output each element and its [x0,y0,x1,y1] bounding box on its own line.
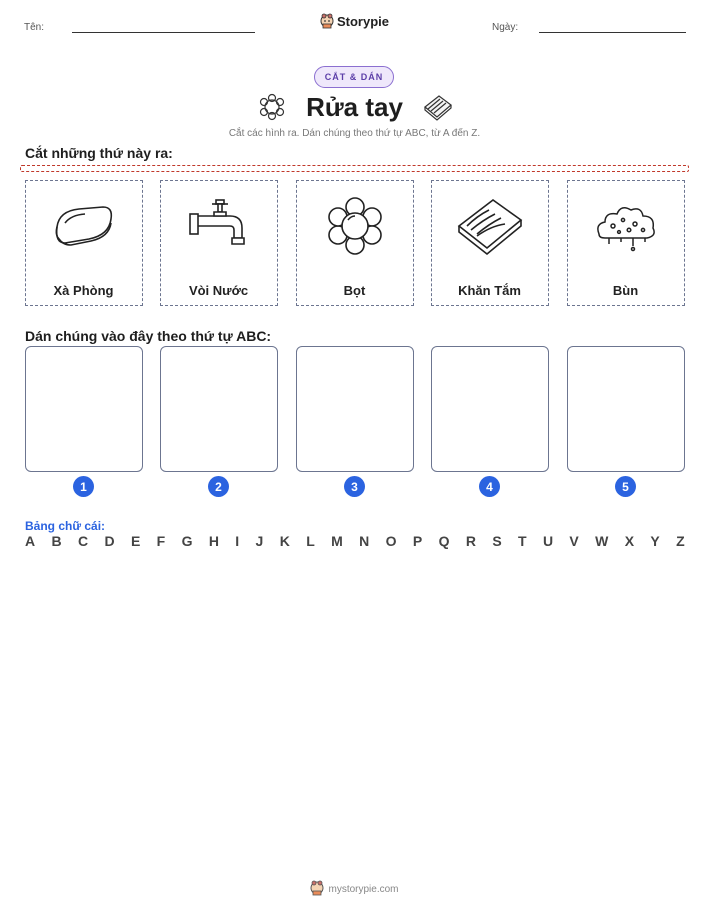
bubbles-icon [297,187,412,265]
alphabet-letter: A [25,533,36,549]
slot-number-5: 5 [615,476,636,497]
slot-number-4: 4 [479,476,500,497]
mud-icon [568,187,683,265]
name-label: Tên: [24,22,45,33]
cut-card-towel[interactable] [431,180,549,306]
alphabet-row [25,533,685,549]
brand [0,13,709,32]
paste-slot-3[interactable] [296,346,414,472]
cut-section-heading: Cắt những thứ này ra: [25,145,173,161]
card-label: Vòi Nước [188,283,249,298]
alphabet-letter: Z [676,533,685,549]
alphabet-letter: D [104,533,115,549]
activity-badge: CẮT & DÁN [314,66,394,88]
soap-icon [26,187,141,265]
slot-number-3: 3 [344,476,365,497]
cut-card-mud[interactable] [567,180,685,306]
card-label: Khăn Tắm [458,283,521,298]
cut-card-bubbles[interactable] [296,180,414,306]
paste-slot-5[interactable] [567,346,685,472]
alphabet-letter: L [306,533,315,549]
alphabet-letter: V [569,533,579,549]
date-line[interactable] [539,32,686,33]
card-label: Bùn [612,283,639,298]
alphabet-letter: I [235,533,240,549]
towel-icon [432,187,547,265]
alphabet-letter: N [359,533,370,549]
cut-card-soap[interactable] [25,180,143,306]
alphabet-letter: T [518,533,527,549]
alphabet-letter: X [624,533,635,549]
page-title: Rửa tay [306,92,403,122]
alphabet-letter: U [542,533,554,549]
alphabet-label: Bảng chữ cái: [25,519,106,533]
alphabet-letter: K [279,533,290,549]
alphabet-letter: Q [438,533,450,549]
brand-name: Storypie [336,13,389,29]
faucet-icon [161,187,276,265]
alphabet-letter: Y [650,533,660,549]
paste-slot-1[interactable] [25,346,143,472]
paste-slot-4[interactable] [431,346,549,472]
paste-slot-2[interactable] [160,346,278,472]
slot-number-1: 1 [73,476,94,497]
storypie-logo-icon [320,13,334,32]
alphabet-letter: P [412,533,423,549]
card-label: Xà Phòng [53,283,114,298]
alphabet-letter: S [492,533,502,549]
alphabet-letter: W [595,533,609,549]
instructions: Cắt các hình ra. Dán chúng theo thứ tự ABC, từ A đến Z. [228,128,481,139]
slot-number-2: 2 [208,476,229,497]
storypie-logo-icon [310,880,324,899]
alphabet-letter: B [51,533,62,549]
alphabet-letter: R [465,533,476,549]
alphabet-letter: E [130,533,141,549]
date-label: Ngày: [492,22,519,33]
cut-line [20,165,689,172]
cut-card-faucet[interactable] [160,180,278,306]
name-line[interactable] [72,32,255,33]
alphabet-letter: H [208,533,219,549]
footer-url[interactable]: mystorypie.com [328,884,399,896]
alphabet-letter: J [255,533,264,549]
towel-decoration-icon [422,93,454,126]
alphabet-letter: O [385,533,397,549]
footer [0,880,709,899]
alphabet-letter: M [331,533,343,549]
paste-section-heading: Dán chúng vào đây theo thứ tự ABC: [25,328,272,344]
alphabet-letter: F [156,533,166,549]
card-label: Bọt [343,283,366,298]
alphabet-letter: G [181,533,193,549]
alphabet-letter: C [77,533,89,549]
